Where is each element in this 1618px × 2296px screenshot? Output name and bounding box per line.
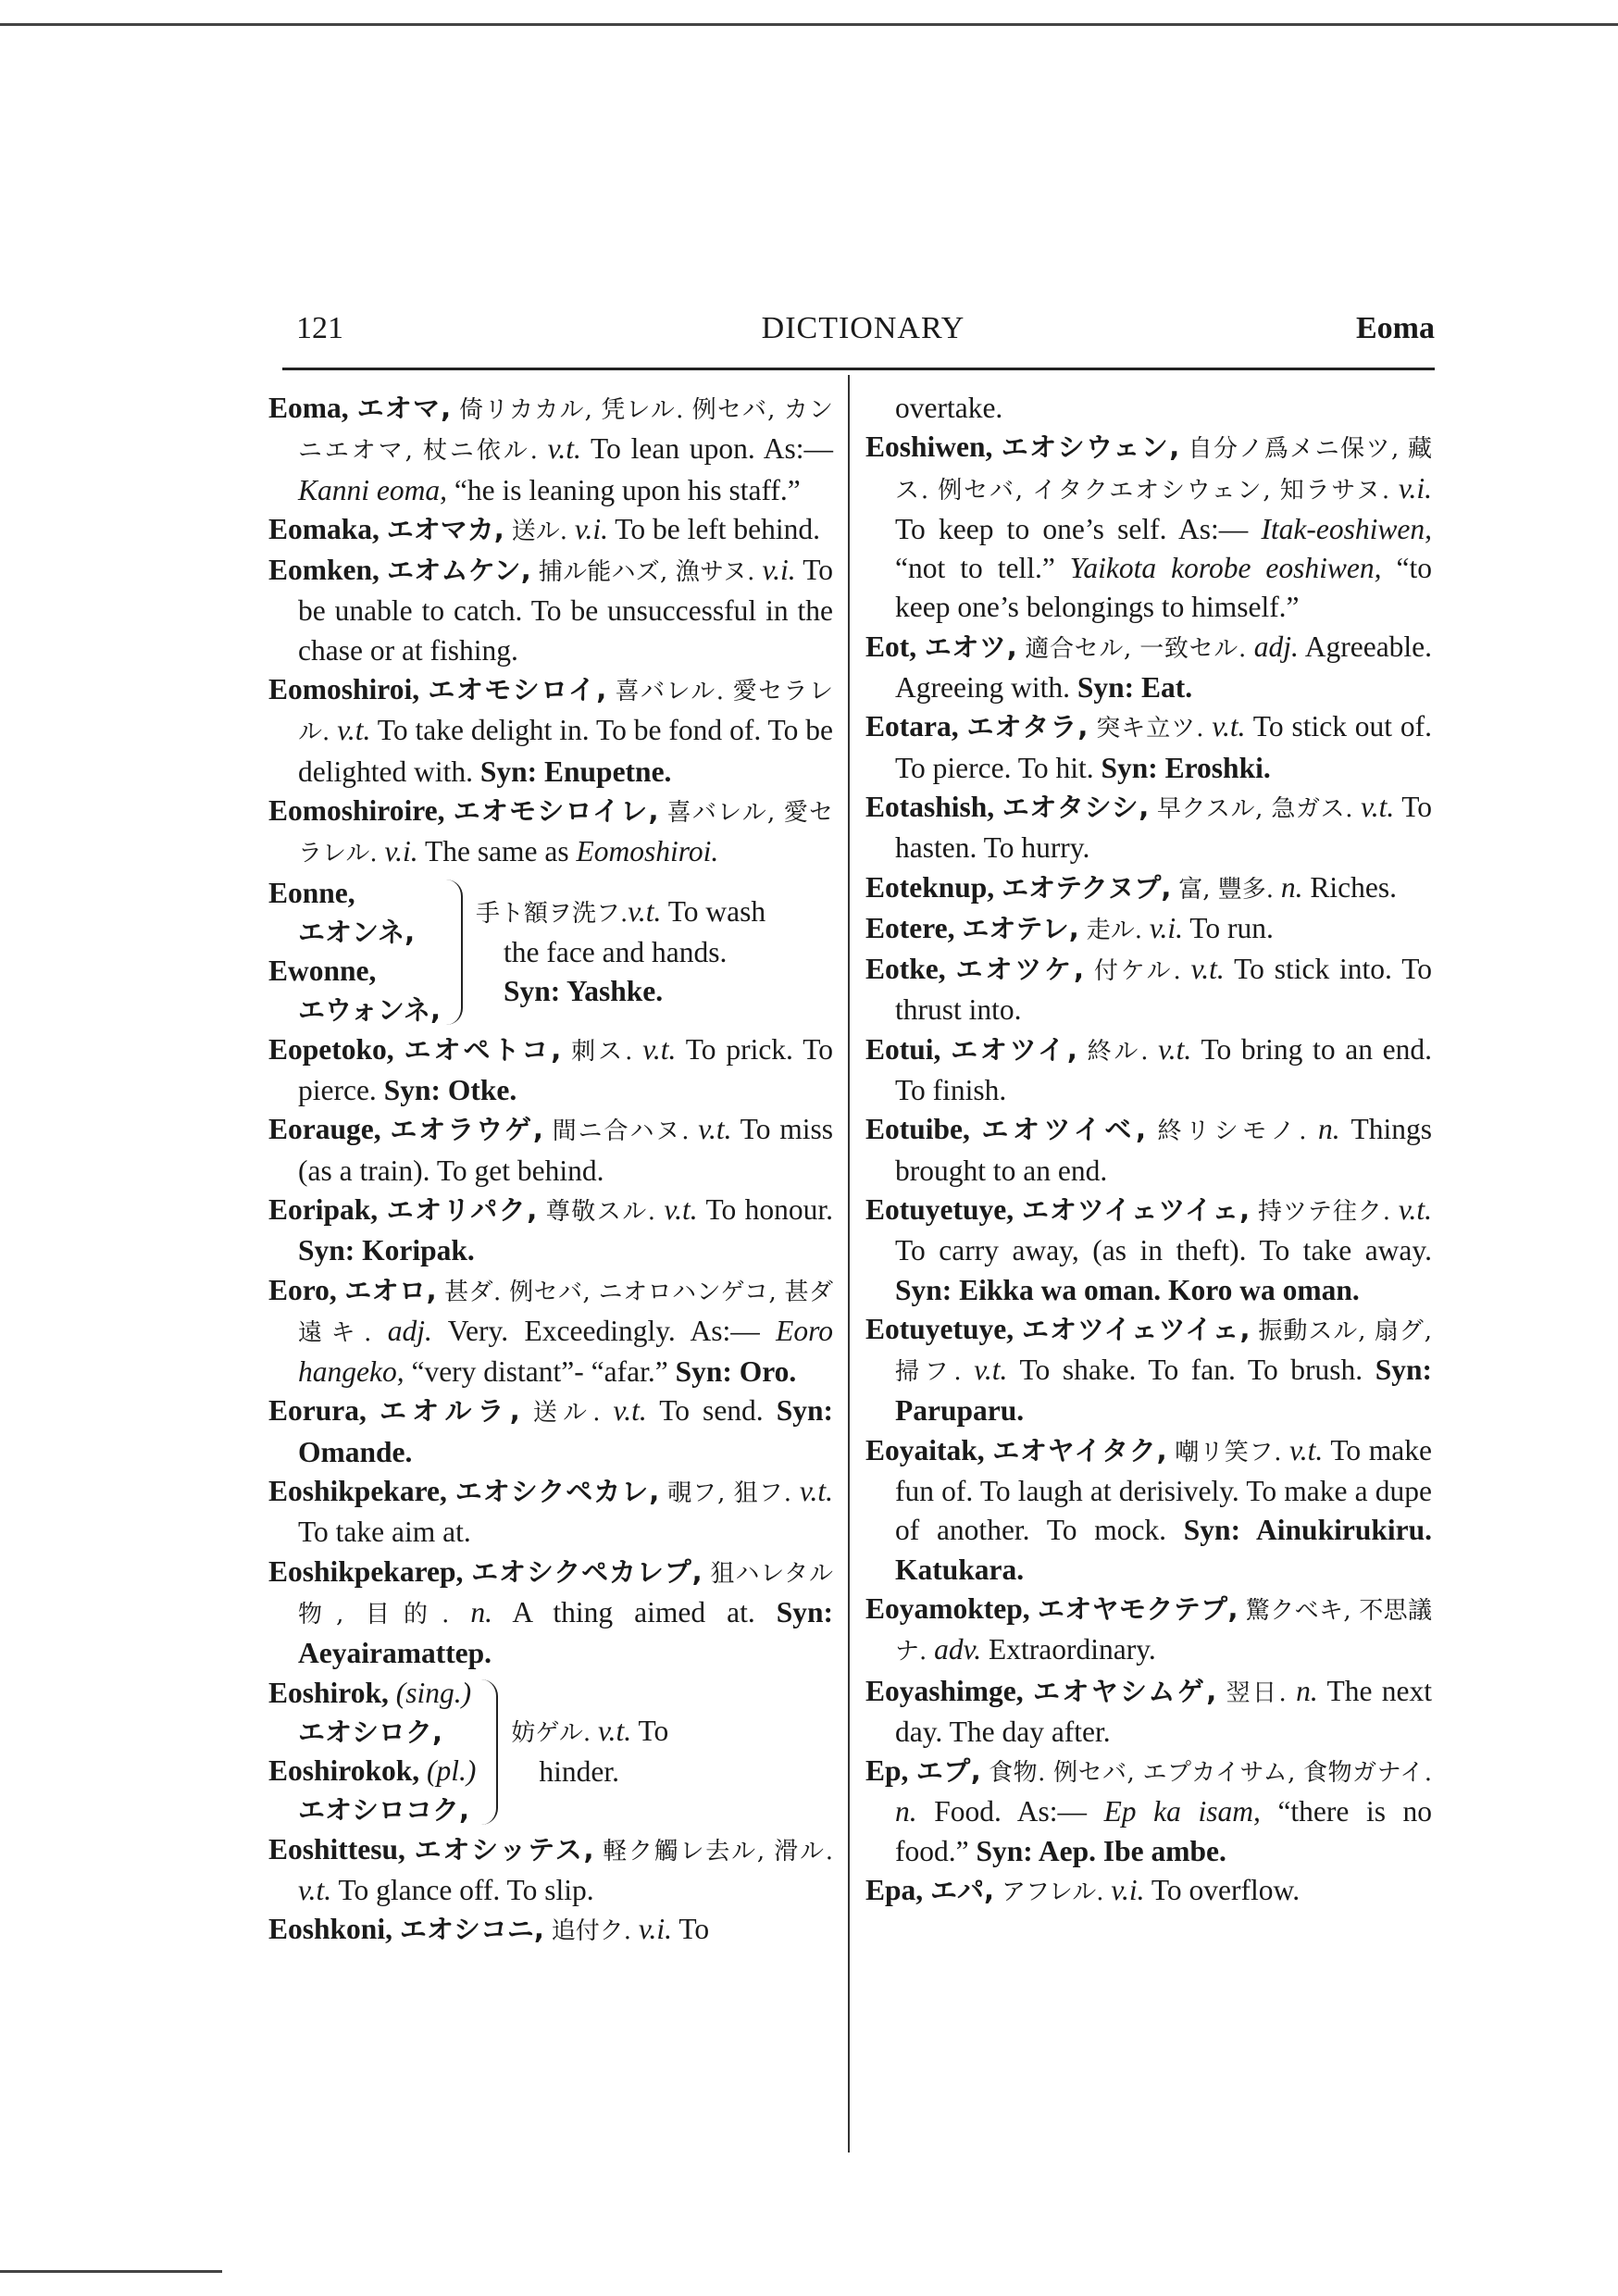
number-note: (pl.): [427, 1754, 477, 1788]
definition: A thing aimed at.: [512, 1595, 755, 1628]
right-brace: [446, 880, 463, 1025]
japanese-gloss: 手ト額ヲ洗フ.: [476, 899, 629, 928]
header-rule: [282, 368, 1435, 370]
headword: Eotara,: [865, 710, 959, 743]
part-of-speech: v.t.: [799, 1475, 834, 1508]
japanese-gloss: 捕ル能ハズ, 漁サヌ.: [538, 558, 755, 587]
headword-kana: エオツイベ,: [981, 1114, 1146, 1146]
part-of-speech: v.t.: [1398, 1192, 1433, 1226]
headword: Eoyashimge,: [865, 1674, 1024, 1707]
headword-kana: エオシロコク,: [298, 1794, 470, 1827]
dictionary-entry: [865, 1110, 1432, 1191]
example: Eoro hangeko,: [298, 1314, 833, 1389]
headword-kana: エオマ,: [356, 393, 452, 424]
definition: To make fun of. To laugh at derisively. To make a dupe of another. To mock.: [895, 1433, 1433, 1547]
part-of-speech: v.t.: [1212, 710, 1246, 743]
definition: “to keep one’s belongings to himself.”: [895, 552, 1432, 624]
dictionary-entry: [865, 1310, 1432, 1431]
part-of-speech: n.: [470, 1595, 493, 1628]
dictionary-entry: [268, 510, 833, 551]
part-of-speech: v.t.: [613, 1394, 647, 1428]
dictionary-entry: [865, 909, 1432, 950]
synonym: Syn: Omande.: [298, 1394, 834, 1468]
part-of-speech: v.i.: [1149, 911, 1183, 944]
headword: Eorura,: [268, 1394, 367, 1428]
japanese-gloss: 終リシモノ.: [1157, 1117, 1307, 1146]
part-of-speech: v.i.: [1398, 471, 1432, 505]
synonym: Syn: Ainukirukiru. Katukara.: [895, 1514, 1432, 1586]
definition: The next day. The day after.: [895, 1674, 1433, 1748]
dictionary-entry: [865, 1030, 1432, 1111]
definition: To overflow.: [1151, 1873, 1301, 1906]
japanese-gloss: 食物. 例セバ, エプカイサム, 食物ガナイ.: [989, 1759, 1432, 1788]
definition: To hasten. To hurry.: [895, 790, 1433, 865]
definition: To bring to an end. To finish.: [895, 1032, 1433, 1107]
headword-kana: エオンネ,: [298, 916, 416, 948]
definition: To run.: [1189, 911, 1274, 944]
headword: Eotui,: [865, 1032, 941, 1066]
part-of-speech: n.: [895, 1795, 917, 1828]
synonym: Syn: Eikka wa oman. Koro wa oman.: [895, 1273, 1360, 1306]
headword-kana: エオヤイタク,: [992, 1434, 1167, 1466]
definition: Things brought to an end.: [895, 1113, 1433, 1187]
synonym: Syn: Paruparu.: [895, 1354, 1433, 1428]
headword-kana: エオツケ,: [955, 954, 1085, 986]
part-of-speech: v.t.: [1289, 1433, 1324, 1466]
japanese-gloss: 尊敬スル.: [545, 1197, 656, 1226]
japanese-gloss: 喜バレル. 愛セラレル.: [298, 678, 834, 747]
headword: Eomaka,: [268, 512, 380, 545]
part-of-speech: v.t.: [1158, 1032, 1192, 1066]
headword: Eotuyetuye,: [865, 1192, 1014, 1226]
synonym: Syn: Yashke.: [504, 975, 664, 1008]
dictionary-entry: [865, 1871, 1432, 1912]
japanese-gloss: 驚クベキ, 不思議ナ.: [895, 1596, 1433, 1666]
japanese-gloss: 自分ノ爲メニ保ツ, 藏ス. 例セバ, イタクエオシウェン, 知ラサヌ.: [895, 435, 1432, 505]
japanese-gloss: 軽ク觸レ去ル, 滑ル.: [603, 1837, 834, 1866]
dictionary-entry: [268, 792, 833, 874]
definition: To take delight in. To be fond of. To be delighted with.: [298, 714, 834, 788]
definition: To shake. To fan. To brush.: [1019, 1354, 1363, 1387]
definition: To glance off. To slip.: [338, 1873, 594, 1906]
part-of-speech: v.i.: [1111, 1873, 1145, 1906]
headword-kana: エオツ,: [924, 630, 1017, 663]
dictionary-entry: [865, 428, 1432, 627]
part-of-speech: n.: [1296, 1674, 1318, 1707]
dictionary-entry: [268, 551, 833, 670]
entry-eonne-group: [268, 874, 833, 1030]
headword-kana: エウォンネ,: [298, 994, 441, 1027]
dictionary-entry: [865, 1191, 1432, 1310]
headword: Ep,: [865, 1754, 909, 1788]
headword-kana: エオシクペカレ,: [454, 1476, 660, 1508]
headword-kana: エオムケン,: [387, 555, 531, 587]
headword: Ewonne,: [268, 955, 377, 988]
dictionary-entry: [865, 950, 1432, 1030]
japanese-gloss: 嘲リ笑フ.: [1175, 1438, 1282, 1466]
japanese-gloss: 喜バレル, 愛セラレル.: [298, 798, 833, 868]
headword: Eotuibe,: [865, 1113, 970, 1146]
headword: Eotere,: [865, 911, 955, 944]
right-brace: [481, 1679, 498, 1825]
part-of-speech: n.: [1280, 870, 1303, 904]
dictionary-entry: [865, 868, 1432, 909]
japanese-gloss: 追付ク.: [551, 1917, 631, 1946]
definition: To keep to one’s self. As:—: [895, 512, 1249, 545]
headword: Eomoshiroire,: [268, 793, 445, 827]
part-of-speech: v.i.: [762, 554, 796, 587]
definition: To: [638, 1714, 669, 1747]
part-of-speech: v.t.: [664, 1192, 698, 1226]
japanese-gloss: 早クスル, 急ガス.: [1156, 794, 1353, 823]
headword: Eomoshiroi,: [268, 673, 420, 706]
headword-kana: エオタラ,: [966, 711, 1089, 743]
definition: “very distant”- “afar.”: [411, 1355, 668, 1389]
example: Eomoshiroi.: [576, 835, 719, 868]
dictionary-entry: [865, 1590, 1432, 1672]
part-of-speech: v.i.: [574, 512, 608, 545]
headword: Eopetoko,: [268, 1032, 394, 1066]
headword: Eomken,: [268, 554, 380, 587]
headword-kana: エオリパク,: [386, 1193, 538, 1226]
definition: Riches.: [1310, 870, 1397, 904]
japanese-gloss: 甚ダ. 例セバ, ニオロハンゲコ, 甚ダ遠キ.: [298, 1278, 833, 1347]
japanese-gloss: 間ニ合ハヌ.: [552, 1117, 690, 1146]
headword-kana: エオロ,: [344, 1274, 437, 1306]
definition: Extraordinary.: [989, 1633, 1156, 1666]
example: Ep ka isam,: [1103, 1795, 1261, 1828]
example: Kanni eoma,: [298, 473, 447, 506]
headword: Eoshikpekare,: [268, 1475, 447, 1508]
headword: Epa,: [865, 1873, 924, 1906]
headword-kana: エオモシロイレ,: [453, 794, 659, 827]
definition: To: [678, 1913, 710, 1946]
definition: The same as: [424, 835, 569, 868]
headword-kana: エオツイェツイェ,: [1021, 1193, 1251, 1226]
part-of-speech: n.: [1317, 1113, 1340, 1146]
right-column: [865, 389, 1432, 1912]
part-of-speech: adj.: [387, 1314, 432, 1347]
dictionary-entry: [268, 1271, 833, 1392]
part-of-speech: v.t.: [642, 1032, 677, 1066]
headword: Eoshikpekarep,: [268, 1554, 464, 1588]
number-note: (sing.): [395, 1676, 472, 1709]
definition: To send.: [659, 1394, 764, 1428]
headword: Eoro,: [268, 1273, 337, 1306]
definition: To lean upon. As:—: [591, 432, 834, 466]
dictionary-entry: [268, 1830, 833, 1911]
japanese-gloss: 適合セル, 一致セル.: [1025, 634, 1247, 663]
dictionary-entry: [268, 1191, 833, 1271]
japanese-gloss: 終ル.: [1087, 1037, 1149, 1066]
part-of-speech: v.t.: [298, 1873, 332, 1906]
dictionary-entry: [865, 628, 1432, 708]
headword: Eoshirok,: [268, 1676, 389, 1709]
japanese-gloss: 翌日.: [1226, 1678, 1287, 1707]
headword: Eorauge,: [268, 1113, 381, 1146]
definition: “he is leaning upon his staff.”: [454, 473, 801, 506]
japanese-gloss: アフレル.: [1001, 1878, 1104, 1906]
headword-kana: エオルラ,: [379, 1395, 520, 1428]
bottom-edge-rule: [0, 2270, 222, 2273]
page-header: [292, 304, 1435, 350]
group-definition: [476, 874, 833, 1030]
headword: Eoshittesu,: [268, 1832, 405, 1866]
definition: To carry away, (as in theft). To take away.: [895, 1234, 1432, 1267]
japanese-gloss: 付ケル.: [1093, 957, 1181, 986]
part-of-speech: adv.: [934, 1633, 982, 1666]
japanese-gloss: 覗フ, 狙フ.: [667, 1479, 791, 1508]
dictionary-entry: [268, 1553, 833, 1674]
part-of-speech: v.t.: [974, 1354, 1008, 1387]
group-definition: [511, 1674, 833, 1830]
synonym: Syn: Otke.: [383, 1074, 517, 1107]
headword: Eoyaitak,: [865, 1433, 985, 1466]
entry-eoshirok-group: [268, 1674, 833, 1830]
japanese-gloss: 走ル.: [1086, 916, 1142, 944]
headword: Eoshkoni,: [268, 1913, 392, 1946]
definition: Very. Exceedingly. As:—: [447, 1314, 760, 1347]
japanese-gloss: 倚リカカル, 凭レル. 例セバ, カンニエオマ, 杖ニ依ル.: [298, 396, 833, 466]
japanese-gloss: 刺ス.: [571, 1037, 633, 1066]
japanese-gloss: 送ル.: [511, 517, 567, 545]
group-headwords: [268, 874, 441, 1030]
headword: Eoshirokok,: [268, 1754, 420, 1788]
headword-kana: エオツイェツイェ,: [1021, 1313, 1251, 1345]
running-title: DICTIONARY: [761, 311, 965, 345]
headword: Eotke,: [865, 953, 946, 986]
column-divider: [848, 375, 850, 2152]
definition: the face and hands.: [504, 936, 728, 968]
headword-kana: エオヤモクテプ,: [1037, 1592, 1238, 1625]
headword-kana: エパ,: [930, 1874, 995, 1906]
headword: Eoteknup,: [865, 870, 995, 904]
headword-kana: エオペトコ,: [404, 1033, 562, 1066]
dictionary-entry: [865, 788, 1432, 868]
top-edge-rule: [0, 23, 1618, 26]
synonym: Syn: Eroshki.: [1101, 751, 1271, 784]
part-of-speech: adj.: [1253, 630, 1299, 663]
synonym: Syn: Enupetne.: [479, 755, 672, 788]
headword: Eotuyetuye,: [865, 1312, 1014, 1345]
headword-kana: エオマカ,: [386, 513, 504, 545]
headword: Eot,: [865, 630, 917, 663]
synonym: Syn: Aeyairamattep.: [298, 1595, 834, 1670]
definition: To stick out of. To pierce. To hit.: [895, 710, 1433, 784]
japanese-gloss: 妨ゲル.: [511, 1718, 591, 1747]
headword-kana: エオラウゲ,: [390, 1114, 543, 1146]
dictionary-entry: [268, 389, 833, 510]
definition: To be unable to catch. To be unsuccessful in the chase or at fishing.: [298, 554, 834, 667]
headword-kana: エオヤシムゲ,: [1032, 1675, 1217, 1707]
dictionary-entry: [865, 1672, 1432, 1753]
definition: To honour.: [705, 1192, 834, 1226]
headword: Eoshiwen,: [865, 430, 993, 464]
synonym: Syn: Oro.: [675, 1355, 797, 1389]
part-of-speech: v.t.: [1361, 790, 1395, 823]
japanese-gloss: 持ツテ往ク.: [1258, 1197, 1391, 1226]
dictionary-entry: [268, 1110, 833, 1191]
part-of-speech: v.t.: [628, 894, 662, 928]
headword-kana: エオテレ,: [962, 912, 1079, 944]
definition: To stick into. To thrust into.: [895, 953, 1432, 1027]
example: Yaikota korobe eoshiwen,: [1069, 552, 1382, 585]
synonym: Syn: Koripak.: [298, 1234, 475, 1267]
headword: Eoma,: [268, 392, 349, 424]
headword: Eotashish,: [865, 790, 995, 823]
synonym: Syn: Eat.: [1077, 671, 1193, 705]
dictionary-entry: [865, 1752, 1432, 1871]
continued-text: overtake.: [895, 392, 1003, 424]
headword: Eoyamoktep,: [865, 1591, 1030, 1625]
japanese-gloss: 富, 豐多.: [1178, 875, 1275, 904]
synonym: Syn: Aep. Ibe ambe.: [976, 1834, 1226, 1867]
headword-kana: エオシッテス,: [414, 1833, 594, 1866]
definition: To be left behind.: [615, 512, 821, 545]
japanese-gloss: 振動スル, 扇グ, 掃フ.: [895, 1316, 1433, 1387]
definition: To miss (as a train). To get behind.: [298, 1113, 834, 1187]
part-of-speech: v.i.: [384, 835, 418, 868]
headword-kana: エオシウェン,: [1001, 431, 1180, 464]
part-of-speech: v.i.: [638, 1913, 673, 1946]
page-number: 121: [296, 311, 343, 345]
definition: hinder.: [539, 1755, 619, 1789]
definition: “not to tell.”: [895, 552, 1055, 585]
japanese-gloss: 送ル.: [532, 1399, 601, 1428]
part-of-speech: v.t.: [337, 714, 371, 747]
definition: Agreeable. Agreeing with.: [895, 630, 1433, 705]
dictionary-entry: [268, 1391, 833, 1472]
headword-kana: エオシロク,: [298, 1716, 443, 1748]
dictionary-entry: [865, 1431, 1432, 1590]
japanese-gloss: 狙ハレタル物, 目的.: [298, 1559, 833, 1628]
dictionary-entry: [268, 1910, 833, 1951]
headword: Eoripak,: [268, 1192, 379, 1226]
japanese-gloss: 突キ立ツ.: [1096, 715, 1204, 743]
headword-kana: エオテクヌプ,: [1002, 871, 1172, 904]
group-headwords: [268, 1674, 476, 1830]
headword-kana: エプ,: [915, 1755, 981, 1788]
definition: To wash: [667, 894, 766, 928]
dictionary-entry: [268, 670, 833, 792]
definition: To take aim at.: [298, 1516, 471, 1549]
headword-kana: エオモシロイ,: [428, 674, 607, 706]
definition: “there is no food.”: [895, 1795, 1433, 1867]
definition: Food. As:—: [934, 1795, 1087, 1828]
part-of-speech: v.t.: [547, 432, 581, 466]
example: Itak-eoshiwen,: [1261, 512, 1433, 545]
left-column: [268, 389, 833, 1952]
definition: To prick. To pierce.: [298, 1032, 834, 1107]
headword-kana: エオタシシ,: [1002, 791, 1150, 823]
headword-kana: エオシコニ,: [399, 1914, 544, 1946]
headword-kana: エオシクペカレプ,: [471, 1555, 703, 1588]
dictionary-entry: [865, 707, 1432, 788]
part-of-speech: v.t.: [698, 1113, 732, 1146]
part-of-speech: v.t.: [1190, 953, 1225, 986]
part-of-speech: v.t.: [597, 1714, 632, 1747]
headword: Eonne,: [268, 876, 355, 909]
dictionary-entry: [268, 1030, 833, 1111]
dictionary-entry: [268, 1472, 833, 1553]
guide-word: Eoma: [1356, 311, 1435, 345]
headword-kana: エオツイ,: [951, 1033, 1077, 1066]
